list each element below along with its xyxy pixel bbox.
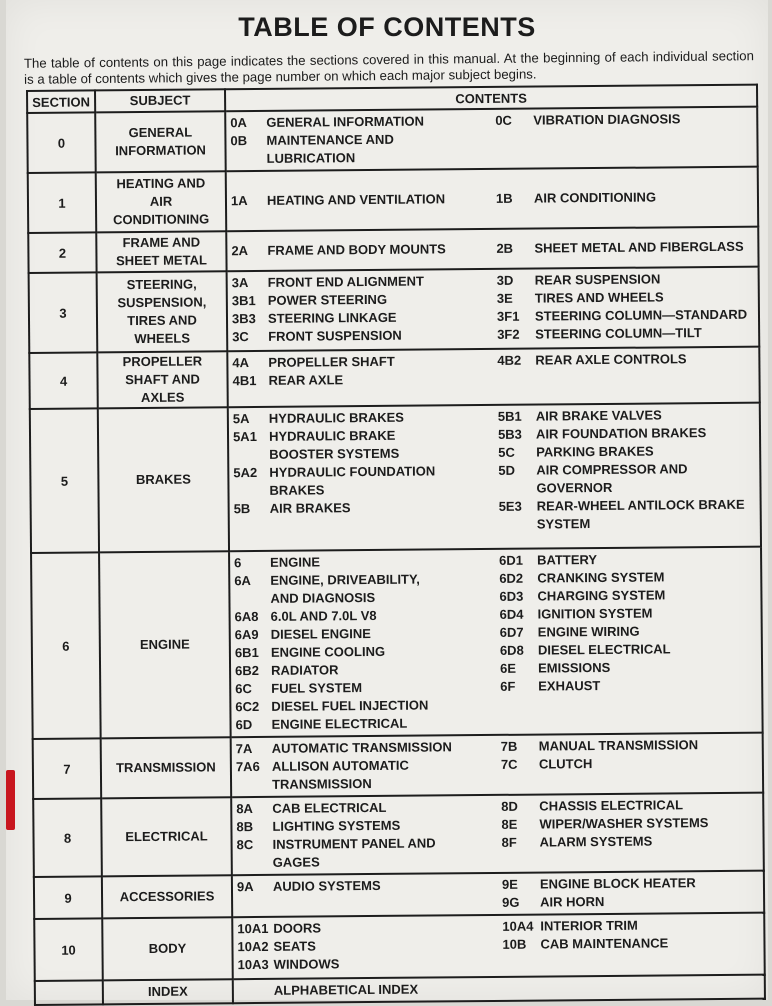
entry-name: WIPER/WASHER SYSTEMS [539, 815, 709, 832]
contents-entry [499, 496, 756, 534]
contents-entry [502, 934, 759, 954]
entry-name: CHARGING SYSTEM [537, 587, 666, 604]
table-row [34, 913, 765, 981]
entry-name: ENGINE, DRIVEABILITY, AND DIAGNOSIS [270, 571, 420, 606]
entry-name: CLUTCH [538, 756, 593, 772]
section-contents [227, 347, 759, 408]
entry-code: 4A [232, 355, 250, 371]
entry-code: 7B [500, 738, 518, 754]
entry-code: 8A [236, 801, 253, 817]
contents-entry [498, 406, 755, 426]
entry-name: IGNITION SYSTEM [537, 605, 653, 622]
table-body [27, 107, 765, 1005]
contents-entry [233, 426, 490, 464]
entry-code: 6B1 [234, 644, 259, 661]
entry-name: AIR HORN [540, 893, 605, 910]
entry-code: 6A9 [234, 626, 259, 643]
table-row [29, 267, 760, 353]
entry-name: MAINTENANCE AND LUBRICATION [266, 131, 394, 166]
contents-entry [237, 834, 494, 872]
entry-code: 0C [495, 112, 512, 128]
section-subject: BRAKES [98, 407, 229, 552]
section-contents [228, 403, 761, 552]
entry-name: REAR AXLE [268, 372, 344, 388]
entry-code: 3B3 [231, 311, 256, 327]
entry-name: DIESEL ELECTRICAL [537, 641, 671, 658]
intro-paragraph: The table of contents on this page indicates the sections covered in this manual. At the beginning of each individual section is a table of contents which gives the page number on which each major subject begins. [23, 48, 754, 87]
contents-table [26, 84, 766, 1006]
section-subject: ELECTRICAL [101, 797, 232, 876]
entry-code: 8C [236, 837, 254, 853]
section-number: 2 [28, 232, 96, 273]
section-number: 1 [28, 172, 97, 233]
contents-entry [500, 658, 757, 678]
entry-name: EXHAUST [538, 678, 601, 694]
contents-column-right [497, 350, 754, 388]
entry-code: 5B [233, 501, 251, 517]
section-subject: INDEX [103, 979, 233, 1004]
entry-code: 10A4 [502, 918, 534, 934]
contents-entry [235, 678, 492, 698]
contents-column-left [238, 980, 495, 1000]
entry-code: 1A [230, 193, 248, 209]
entry-code: 5E3 [498, 498, 522, 514]
entry-code: 6D2 [499, 570, 524, 586]
entry-code: 10A1 [237, 920, 269, 937]
contents-column-right [496, 238, 753, 258]
section-contents [233, 975, 765, 1004]
table-row [28, 227, 758, 273]
entry-name: 6.0L AND 7.0L V8 [270, 607, 377, 624]
contents-entry [501, 736, 758, 756]
contents-entry [236, 798, 493, 818]
contents-entry [234, 570, 491, 608]
contents-entry [235, 696, 492, 716]
contents-entry [230, 112, 487, 132]
contents-entry [235, 624, 492, 644]
entry-code: 0B [230, 133, 248, 149]
contents-entry [500, 640, 757, 660]
section-number: 3 [29, 272, 98, 353]
contents-entry [498, 442, 755, 462]
contents-entry [237, 936, 494, 956]
entry-name: AIR COMPRESSOR AND GOVERNOR [536, 461, 688, 496]
section-subject: TRANSMISSION [101, 737, 232, 798]
entry-name: HYDRAULIC FOUNDATION BRAKES [269, 463, 436, 498]
entry-name: RADIATOR [271, 662, 339, 678]
contents-column-left [236, 798, 494, 872]
section-contents [231, 793, 764, 876]
entry-name: ENGINE ELECTRICAL [271, 715, 408, 732]
contents-entry [497, 288, 754, 308]
table-row [31, 547, 763, 739]
contents-column-left [230, 112, 487, 168]
contents-entry [499, 568, 756, 588]
section-subject: HEATING AND AIR CONDITIONING [96, 171, 227, 232]
entry-code: 3E [496, 290, 513, 306]
section-contents [231, 733, 764, 798]
contents-entry [495, 110, 752, 130]
entry-name: AUDIO SYSTEMS [272, 877, 381, 894]
contents-entry [497, 324, 754, 344]
section-number: 4 [29, 352, 97, 409]
entry-name: FRAME AND BODY MOUNTS [267, 241, 446, 258]
entry-name: STEERING COLUMN—STANDARD [534, 306, 748, 324]
entry-code: 8E [501, 816, 518, 832]
entry-name: WINDOWS [273, 956, 340, 972]
contents-entry [232, 352, 489, 372]
entry-name: INSTRUMENT PANEL AND GAGES [272, 835, 436, 870]
entry-code: 5B1 [497, 408, 522, 424]
section-subject: ACCESSORIES [102, 875, 232, 918]
entry-name: ENGINE COOLING [270, 643, 386, 660]
section-subject: FRAME AND SHEET METAL [96, 231, 226, 272]
red-tab-marker [6, 770, 15, 830]
contents-entry [236, 756, 493, 794]
contents-entry [501, 796, 758, 816]
contents-column-right [501, 736, 758, 792]
contents-column-right [502, 916, 759, 972]
entry-code: 10B [502, 936, 527, 952]
entry-name: DIESEL ENGINE [270, 626, 372, 642]
entry-code: 8B [236, 819, 254, 835]
entry-name: ENGINE [270, 554, 321, 570]
contents-entry [497, 350, 754, 370]
section-number: 9 [34, 876, 102, 919]
entry-name: AUTOMATIC TRANSMISSION [271, 739, 452, 756]
entry-code: 6F [500, 678, 516, 694]
entry-code: 6 [234, 555, 242, 571]
entry-code: 6A8 [234, 608, 259, 625]
entry-code: 2B [496, 240, 514, 256]
contents-entry [232, 370, 489, 390]
contents-entry [232, 308, 489, 328]
contents-entry [501, 814, 758, 834]
entry-code: 6D [235, 717, 253, 733]
contents-header: CONTENTS [225, 85, 757, 112]
entry-name: FRONT END ALIGNMENT [267, 273, 424, 290]
contents-column-right [503, 978, 760, 998]
entry-code: 7A [235, 741, 253, 757]
contents-column-right [497, 270, 755, 344]
contents-column-right [496, 188, 753, 208]
section-number: 8 [33, 798, 102, 877]
entry-name: FUEL SYSTEM [271, 680, 363, 696]
entry-code: 6E [499, 660, 517, 676]
contents-entry [235, 642, 492, 662]
entry-name: DOORS [273, 920, 322, 936]
manual-page [6, 0, 768, 1000]
entry-name: AIR BRAKES [269, 500, 351, 516]
contents-column-right [498, 406, 756, 534]
contents-entry [500, 604, 757, 624]
contents-entry [236, 816, 493, 836]
table-row [28, 167, 758, 233]
entry-name: STEERING COLUMN—TILT [535, 325, 702, 342]
entry-code: 5B3 [497, 426, 522, 442]
entry-code: 5D [498, 462, 516, 478]
entry-name: STEERING LINKAGE [267, 309, 397, 326]
entry-code: 6D3 [499, 588, 524, 604]
entry-name: PARKING BRAKES [536, 443, 654, 460]
contents-entry [238, 954, 495, 974]
contents-entry [499, 586, 756, 606]
entry-code: 1B [495, 190, 513, 206]
entry-name: VIBRATION DIAGNOSIS [533, 111, 681, 128]
entry-code: 5A2 [233, 464, 258, 481]
subject-header: SUBJECT [95, 89, 225, 112]
contents-entry [502, 874, 759, 894]
entry-code: 7C [500, 756, 518, 772]
contents-entry [500, 676, 757, 696]
contents-column-left [232, 352, 489, 390]
section-contents [225, 107, 758, 172]
entry-code: 6C2 [235, 698, 260, 715]
section-number: 5 [30, 408, 99, 553]
contents-entry [232, 326, 489, 346]
contents-column-left [237, 918, 494, 974]
entry-code: 6D8 [499, 642, 524, 658]
contents-entry [235, 714, 492, 734]
contents-column-left [233, 408, 491, 536]
entry-name: SEATS [273, 938, 316, 954]
entry-name: INTERIOR TRIM [540, 917, 638, 934]
contents-entry [501, 754, 758, 774]
contents-column-right [499, 550, 758, 732]
entry-name: BATTERY [537, 552, 598, 568]
entry-name: AIR BRAKE VALVES [535, 407, 662, 424]
contents-entry [502, 832, 759, 852]
entry-code: 7A6 [235, 758, 260, 775]
entry-name: FRONT SUSPENSION [268, 327, 402, 344]
contents-entry [233, 462, 490, 500]
entry-code: 10A2 [237, 938, 269, 955]
contents-column-left [231, 240, 488, 260]
entry-name: MANUAL TRANSMISSION [538, 737, 699, 754]
contents-entry [238, 980, 495, 1000]
entry-name: HYDRAULIC BRAKE BOOSTER SYSTEMS [268, 427, 400, 462]
contents-column-left [237, 876, 494, 914]
entry-name: POWER STEERING [267, 291, 388, 308]
contents-entry [234, 552, 491, 572]
entry-name: AIR CONDITIONING [533, 189, 657, 206]
entry-name: CHASSIS ELECTRICAL [539, 797, 684, 814]
table-row [33, 793, 764, 877]
section-subject: ENGINE [99, 551, 231, 738]
table-row [35, 975, 765, 1005]
table-row [27, 107, 757, 173]
table-row [29, 347, 759, 409]
section-contents [227, 267, 760, 352]
entry-code: 3C [232, 329, 249, 345]
entry-name: PROPELLER SHAFT [268, 353, 395, 370]
section-header: SECTION [27, 90, 95, 113]
entry-code: 9E [501, 876, 518, 892]
table-row [34, 871, 764, 919]
entry-code: 6B2 [235, 662, 259, 679]
section-number: 6 [31, 552, 101, 739]
entry-name: AIR FOUNDATION BRAKES [535, 425, 707, 442]
entry-code: 3F2 [497, 326, 520, 342]
entry-name: REAR AXLE CONTROLS [535, 351, 687, 368]
contents-entry [497, 306, 754, 326]
contents-column-right [501, 796, 759, 870]
section-number [35, 980, 103, 1005]
contents-column-left [234, 552, 493, 734]
entry-code [238, 982, 274, 1000]
contents-entry [236, 738, 493, 758]
contents-entry [231, 240, 488, 260]
entry-name: REAR-WHEEL ANTILOCK BRAKE SYSTEM [536, 496, 745, 532]
section-number: 10 [34, 918, 103, 981]
contents-column-right [495, 110, 752, 166]
contents-entry [499, 550, 756, 570]
contents-entry [230, 130, 487, 168]
entry-name: GENERAL INFORMATION [266, 113, 425, 130]
entry-code: 3D [496, 272, 514, 288]
contents-entry [232, 290, 489, 310]
contents-entry [237, 876, 494, 896]
entry-code: 5A1 [232, 428, 257, 445]
contents-entry [498, 460, 755, 498]
contents-entry [497, 270, 754, 290]
entry-name: TIRES AND WHEELS [534, 289, 664, 306]
section-number: 7 [33, 738, 102, 799]
contents-entry [502, 916, 759, 936]
entry-code: 10A3 [237, 956, 269, 973]
entry-code: 2A [231, 243, 249, 259]
entry-code: 6D4 [499, 606, 524, 622]
section-subject: GENERAL INFORMATION [95, 111, 226, 172]
entry-name: EMISSIONS [537, 659, 611, 676]
contents-column-left [232, 272, 490, 346]
section-subject: STEERING, SUSPENSION, TIRES AND WHEELS [97, 271, 228, 352]
entry-code: 3B1 [231, 293, 256, 309]
contents-entry [237, 918, 494, 938]
contents-entry [502, 892, 759, 912]
table-row [30, 403, 761, 553]
contents-column-right [502, 874, 759, 912]
table-row [33, 733, 763, 799]
entry-code: 3F1 [496, 308, 520, 324]
section-subject: BODY [102, 917, 233, 980]
entry-name: ENGINE BLOCK HEATER [539, 875, 696, 892]
entry-name: REAR SUSPENSION [534, 271, 661, 288]
section-contents [232, 913, 765, 980]
contents-entry [234, 498, 491, 518]
contents-entry [233, 408, 490, 428]
contents-entry [500, 622, 757, 642]
entry-name: CAB ELECTRICAL [272, 799, 387, 816]
entry-code: 3A [231, 275, 249, 291]
contents-entry [235, 606, 492, 626]
entry-code: 9A [236, 879, 254, 895]
entry-name: HYDRAULIC BRAKES [268, 409, 404, 426]
entry-code: 4B2 [497, 352, 522, 368]
entry-code: 6D7 [499, 624, 524, 640]
entry-name: ALPHABETICAL INDEX [273, 981, 419, 998]
section-contents [226, 167, 759, 232]
contents-entry [498, 424, 755, 444]
section-contents [229, 547, 763, 738]
entry-name: ALLISON AUTOMATIC TRANSMISSION [271, 757, 409, 792]
entry-code: 6A [234, 573, 251, 589]
entry-code: 5C [498, 444, 515, 460]
contents-entry [496, 238, 753, 258]
entry-name: ALARM SYSTEMS [539, 833, 653, 850]
entry-code: 0A [230, 115, 247, 131]
contents-entry [231, 190, 488, 210]
entry-code: 6C [235, 681, 252, 697]
contents-column-left [236, 738, 493, 794]
entry-code: 8F [501, 834, 517, 850]
entry-name: CRANKING SYSTEM [537, 569, 665, 586]
section-contents [226, 227, 758, 272]
section-subject: PROPELLER SHAFT AND AXLES [97, 351, 227, 408]
entry-code: 4B1 [232, 373, 257, 389]
entry-name: LIGHTING SYSTEMS [272, 817, 401, 834]
contents-entry [235, 660, 492, 680]
entry-name: CAB MAINTENANCE [540, 935, 669, 952]
contents-column-left [231, 190, 488, 210]
entry-code: 9G [502, 894, 520, 910]
entry-code: 5A [232, 411, 250, 427]
entry-name: ENGINE WIRING [537, 623, 640, 640]
section-contents [232, 871, 764, 918]
contents-entry [496, 188, 753, 208]
contents-entry [232, 272, 489, 292]
entry-code: 6D1 [499, 552, 524, 568]
page-title: TABLE OF CONTENTS [238, 12, 536, 42]
entry-name: DIESEL FUEL INJECTION [271, 697, 429, 714]
entry-name: HEATING AND VENTILATION [266, 191, 446, 208]
entry-code: 8D [501, 798, 518, 814]
entry-name: SHEET METAL AND FIBERGLASS [534, 238, 744, 256]
section-number: 0 [27, 112, 96, 173]
